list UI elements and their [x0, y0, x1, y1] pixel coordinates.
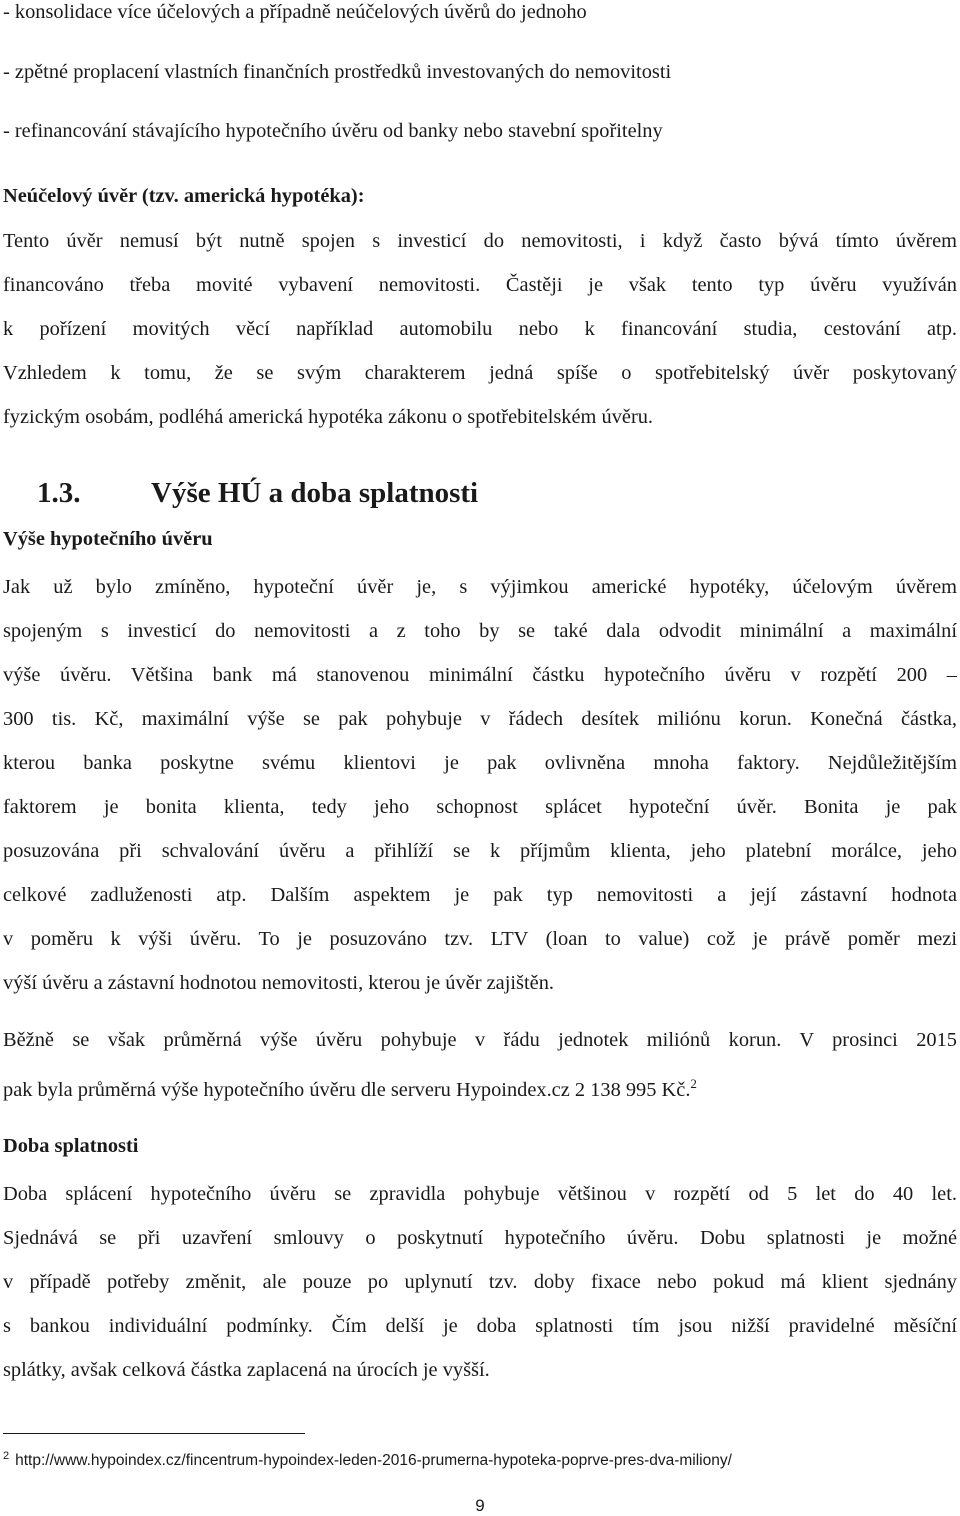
paragraph-line: spojeným s investicí do nemovitosti a z toho by se také dala odvodit minimální a maximální: [3, 620, 957, 642]
paragraph-line: faktorem je bonita klienta, tedy jeho schopnost splácet hypoteční úvěr. Bonita je pak: [3, 796, 957, 818]
bullet-line: - konsolidace více účelových a případně neúčelových úvěrů do jednoho: [3, 1, 587, 23]
paragraph-line: financováno třeba movité vybavení nemovitosti. Častěji je však tento typ úvěru využíván: [3, 274, 957, 296]
paragraph-line: Běžně se však průměrná výše úvěru pohybuje v řádu jednotek miliónů korun. V prosinci 2015: [3, 1029, 957, 1051]
footnote-url[interactable]: http://www.hypoindex.cz/fincentrum-hypoindex-leden-2016-prumerna-hypoteka-poprve-pres-dva-miliony/: [15, 1452, 732, 1469]
paragraph-line: v poměru k výši úvěru. To je posuzováno tzv. LTV (loan to value) což je právě poměr mezi: [3, 928, 957, 950]
footnote-separator: [3, 1433, 305, 1434]
page-number: 9: [475, 1496, 485, 1515]
subheading-nonpurpose-loan: Neúčelový úvěr (tzv. americká hypotéka):: [3, 185, 365, 207]
footnote-reference[interactable]: 2: [690, 1076, 697, 1091]
paragraph-line: kterou banka poskytne svému klientovi je pak ovlivněna mnoha faktory. Nejdůležitějším: [3, 752, 957, 774]
paragraph-line: Tento úvěr nemusí být nutně spojen s investicí do nemovitosti, i když často bývá tímto úvěrem: [3, 230, 957, 252]
section-number: 1.3.: [37, 477, 81, 509]
paragraph-text: pak byla průměrná výše hypotečního úvěru dle serveru Hypoindex.cz 2 138 995 Kč.: [3, 1079, 691, 1101]
footnote-number: 2: [3, 1450, 10, 1462]
paragraph-line: Doba splácení hypotečního úvěru se zpravidla pohybuje většinou v rozpětí od 5 let do 40 let.: [3, 1183, 957, 1205]
paragraph-line: výší úvěru a zástavní hodnotou nemovitosti, kterou je úvěr zajištěn.: [3, 972, 554, 994]
paragraph-line: 300 tis. Kč, maximální výše se pak pohybuje v řádech desítek miliónu korun. Konečná částka,: [3, 708, 957, 730]
paragraph-line: Vzhledem k tomu, že se svým charakterem jedná spíše o spotřebitelský úvěr poskytovaný: [3, 362, 957, 384]
bullet-line: - refinancování stávajícího hypotečního úvěru od banky nebo stavební spořitelny: [3, 120, 663, 142]
paragraph-line: fyzickým osobám, podléhá americká hypotéka zákonu o spotřebitelském úvěru.: [3, 406, 654, 428]
subheading-loan-amount: Výše hypotečního úvěru: [3, 528, 213, 550]
subheading-maturity: Doba splatnosti: [3, 1135, 139, 1157]
footnote: [3, 1450, 732, 1470]
paragraph-line: výše úvěru. Většina bank má stanovenou minimální částku hypotečního úvěru v rozpětí 200 –: [3, 664, 957, 686]
paragraph-line: v případě potřeby změnit, ale pouze po uplynutí tzv. doby fixace nebo pokud má klient sjednány: [3, 1271, 957, 1293]
paragraph-line: Jak už bylo zmíněno, hypoteční úvěr je, s výjimkou americké hypotéky, účelovým úvěrem: [3, 576, 957, 598]
paragraph-line: Sjednává se při uzavření smlouvy o poskytnutí hypotečního úvěru. Dobu splatnosti je možné: [3, 1227, 957, 1249]
section-title: Výše HÚ a doba splatnosti: [151, 477, 479, 509]
paragraph-line-with-footnote: [3, 1072, 697, 1102]
paragraph-line: posuzována při schvalování úvěru a přihlíží se k příjmům klienta, jeho platební morálce, jeho: [3, 840, 957, 862]
paragraph-line: k pořízení movitých věcí například automobilu nebo k financování studia, cestování atp.: [3, 318, 957, 340]
bullet-line: - zpětné proplacení vlastních finančních prostředků investovaných do nemovitosti: [3, 61, 672, 83]
paragraph-line: splátky, avšak celková částka zaplacená na úrocích je vyšší.: [3, 1359, 490, 1381]
paragraph-line: celkové zadluženosti atp. Dalším aspektem je pak typ nemovitosti a její zástavní hodnota: [3, 884, 957, 906]
paragraph-line: s bankou individuální podmínky. Čím delší je doba splatnosti tím jsou nižší pravidelné měsíční: [3, 1315, 957, 1337]
